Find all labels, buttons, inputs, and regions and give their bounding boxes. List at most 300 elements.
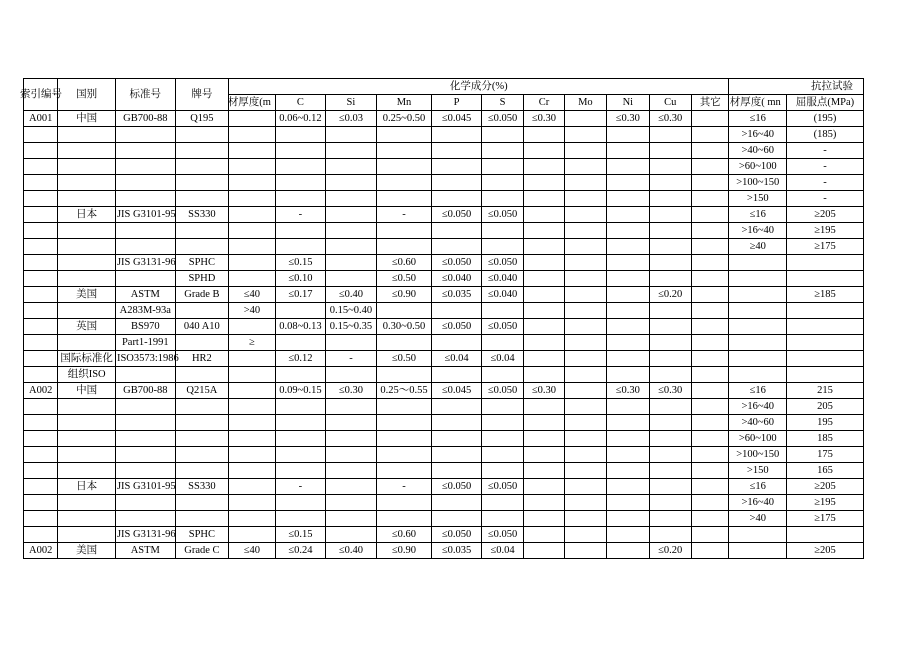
- cell-index-no[interactable]: [24, 447, 58, 463]
- cell-mo[interactable]: [564, 143, 606, 159]
- cell-country[interactable]: 美国: [58, 287, 116, 303]
- cell-p[interactable]: [432, 191, 482, 207]
- cell-index-no[interactable]: [24, 511, 58, 527]
- cell-mn[interactable]: 0.25~0.50: [376, 111, 432, 127]
- cell-grade[interactable]: [175, 175, 229, 191]
- cell-cr[interactable]: [524, 159, 564, 175]
- cell-mo[interactable]: [564, 239, 606, 255]
- cell-mn[interactable]: [376, 399, 432, 415]
- cell-tensile-thickness[interactable]: [729, 287, 787, 303]
- cell-cu[interactable]: [649, 479, 691, 495]
- cell-cr[interactable]: [524, 447, 564, 463]
- cell-yield-point[interactable]: ≥175: [787, 511, 864, 527]
- cell-s[interactable]: [481, 159, 523, 175]
- cell-yield-point[interactable]: [787, 527, 864, 543]
- cell-p[interactable]: ≤0.050: [432, 319, 482, 335]
- cell-standard-no[interactable]: [115, 415, 175, 431]
- header-element-ni[interactable]: Ni: [607, 95, 649, 111]
- cell-yield-point[interactable]: [787, 319, 864, 335]
- cell-p[interactable]: [432, 159, 482, 175]
- cell-cu[interactable]: [649, 207, 691, 223]
- cell-yield-point[interactable]: 175: [787, 447, 864, 463]
- cell-mn[interactable]: [376, 367, 432, 383]
- cell-grade[interactable]: [175, 159, 229, 175]
- cell-yield-point[interactable]: 195: [787, 415, 864, 431]
- cell-cu[interactable]: [649, 319, 691, 335]
- cell-standard-no[interactable]: [115, 495, 175, 511]
- cell-s[interactable]: [481, 303, 523, 319]
- cell-grade[interactable]: [175, 415, 229, 431]
- cell-p[interactable]: [432, 335, 482, 351]
- cell-ni[interactable]: [607, 159, 649, 175]
- cell-p[interactable]: ≤0.045: [432, 111, 482, 127]
- cell-index-no[interactable]: [24, 479, 58, 495]
- cell-ni[interactable]: [607, 127, 649, 143]
- cell-c[interactable]: [275, 303, 326, 319]
- cell-yield-point[interactable]: ≥175: [787, 239, 864, 255]
- cell-yield-point[interactable]: [787, 351, 864, 367]
- cell-si[interactable]: ≤0.03: [326, 111, 377, 127]
- cell-country[interactable]: [58, 127, 116, 143]
- cell-standard-no[interactable]: [115, 175, 175, 191]
- cell-si[interactable]: [326, 495, 377, 511]
- cell-thickness[interactable]: [229, 383, 275, 399]
- cell-other[interactable]: [691, 399, 728, 415]
- cell-s[interactable]: [481, 143, 523, 159]
- cell-standard-no[interactable]: [115, 271, 175, 287]
- cell-country[interactable]: [58, 399, 116, 415]
- cell-ni[interactable]: [607, 527, 649, 543]
- cell-other[interactable]: [691, 511, 728, 527]
- cell-yield-point[interactable]: (195): [787, 111, 864, 127]
- cell-cr[interactable]: [524, 191, 564, 207]
- cell-s[interactable]: [481, 495, 523, 511]
- cell-mo[interactable]: [564, 447, 606, 463]
- cell-p[interactable]: [432, 223, 482, 239]
- cell-s[interactable]: [481, 223, 523, 239]
- cell-country[interactable]: [58, 463, 116, 479]
- cell-other[interactable]: [691, 335, 728, 351]
- cell-c[interactable]: 0.08~0.13: [275, 319, 326, 335]
- cell-thickness[interactable]: [229, 207, 275, 223]
- cell-other[interactable]: [691, 175, 728, 191]
- cell-country[interactable]: [58, 495, 116, 511]
- cell-si[interactable]: [326, 191, 377, 207]
- cell-grade[interactable]: Q195: [175, 111, 229, 127]
- cell-thickness[interactable]: ≤40: [229, 543, 275, 559]
- cell-grade[interactable]: [175, 303, 229, 319]
- cell-cu[interactable]: [649, 399, 691, 415]
- cell-tensile-thickness[interactable]: >60~100: [729, 431, 787, 447]
- cell-si[interactable]: [326, 447, 377, 463]
- cell-yield-point[interactable]: ≥185: [787, 287, 864, 303]
- cell-index-no[interactable]: [24, 431, 58, 447]
- cell-tensile-thickness[interactable]: >16~40: [729, 127, 787, 143]
- cell-ni[interactable]: [607, 479, 649, 495]
- cell-s[interactable]: [481, 447, 523, 463]
- cell-mo[interactable]: [564, 127, 606, 143]
- cell-si[interactable]: 0.15~0.35: [326, 319, 377, 335]
- cell-ni[interactable]: [607, 511, 649, 527]
- cell-c[interactable]: [275, 431, 326, 447]
- cell-index-no[interactable]: A002: [24, 543, 58, 559]
- cell-p[interactable]: ≤0.050: [432, 255, 482, 271]
- cell-ni[interactable]: ≤0.30: [607, 383, 649, 399]
- cell-cu[interactable]: [649, 191, 691, 207]
- cell-thickness[interactable]: ≥: [229, 335, 275, 351]
- cell-country[interactable]: 国际标准化: [58, 351, 116, 367]
- cell-yield-point[interactable]: -: [787, 159, 864, 175]
- cell-si[interactable]: [326, 335, 377, 351]
- cell-c[interactable]: [275, 399, 326, 415]
- cell-mo[interactable]: [564, 527, 606, 543]
- cell-grade[interactable]: SPHD: [175, 271, 229, 287]
- cell-p[interactable]: [432, 495, 482, 511]
- cell-mn[interactable]: ≤0.60: [376, 527, 432, 543]
- cell-grade[interactable]: 040 A10: [175, 319, 229, 335]
- cell-tensile-thickness[interactable]: >40~60: [729, 143, 787, 159]
- cell-yield-point[interactable]: ≥195: [787, 223, 864, 239]
- cell-grade[interactable]: [175, 463, 229, 479]
- cell-s[interactable]: [481, 399, 523, 415]
- cell-mo[interactable]: [564, 367, 606, 383]
- cell-s[interactable]: [481, 127, 523, 143]
- header-grade[interactable]: 牌号: [175, 79, 229, 111]
- cell-tensile-thickness[interactable]: [729, 271, 787, 287]
- cell-other[interactable]: [691, 159, 728, 175]
- cell-cr[interactable]: [524, 415, 564, 431]
- cell-standard-no[interactable]: JIS G3101-95: [115, 207, 175, 223]
- cell-grade[interactable]: Q215A: [175, 383, 229, 399]
- cell-c[interactable]: ≤0.10: [275, 271, 326, 287]
- cell-tensile-thickness[interactable]: >150: [729, 191, 787, 207]
- cell-cr[interactable]: [524, 223, 564, 239]
- cell-other[interactable]: [691, 351, 728, 367]
- cell-cr[interactable]: [524, 127, 564, 143]
- cell-ni[interactable]: [607, 287, 649, 303]
- cell-ni[interactable]: [607, 447, 649, 463]
- cell-c[interactable]: [275, 335, 326, 351]
- cell-mn[interactable]: [376, 415, 432, 431]
- cell-standard-no[interactable]: [115, 223, 175, 239]
- cell-thickness[interactable]: [229, 431, 275, 447]
- cell-p[interactable]: [432, 447, 482, 463]
- cell-index-no[interactable]: [24, 271, 58, 287]
- header-country[interactable]: 国别: [58, 79, 116, 111]
- cell-si[interactable]: [326, 399, 377, 415]
- cell-yield-point[interactable]: (185): [787, 127, 864, 143]
- cell-thickness[interactable]: [229, 415, 275, 431]
- cell-si[interactable]: [326, 463, 377, 479]
- cell-cr[interactable]: [524, 479, 564, 495]
- cell-tensile-thickness[interactable]: >16~40: [729, 495, 787, 511]
- cell-standard-no[interactable]: [115, 399, 175, 415]
- cell-index-no[interactable]: [24, 159, 58, 175]
- cell-cu[interactable]: ≤0.30: [649, 111, 691, 127]
- cell-tensile-thickness[interactable]: ≤16: [729, 207, 787, 223]
- cell-s[interactable]: [481, 431, 523, 447]
- cell-other[interactable]: [691, 415, 728, 431]
- cell-yield-point[interactable]: 215: [787, 383, 864, 399]
- cell-tensile-thickness[interactable]: [729, 527, 787, 543]
- cell-si[interactable]: [326, 271, 377, 287]
- cell-thickness[interactable]: [229, 399, 275, 415]
- cell-cu[interactable]: [649, 239, 691, 255]
- cell-mo[interactable]: [564, 287, 606, 303]
- cell-c[interactable]: ≤0.17: [275, 287, 326, 303]
- cell-ni[interactable]: [607, 463, 649, 479]
- cell-index-no[interactable]: [24, 239, 58, 255]
- cell-p[interactable]: [432, 367, 482, 383]
- cell-s[interactable]: ≤0.050: [481, 479, 523, 495]
- cell-country[interactable]: [58, 527, 116, 543]
- cell-ni[interactable]: [607, 351, 649, 367]
- cell-p[interactable]: [432, 143, 482, 159]
- cell-c[interactable]: [275, 223, 326, 239]
- cell-tensile-thickness[interactable]: [729, 543, 787, 559]
- cell-thickness[interactable]: [229, 271, 275, 287]
- cell-cu[interactable]: ≤0.20: [649, 543, 691, 559]
- cell-si[interactable]: [326, 431, 377, 447]
- cell-index-no[interactable]: [24, 527, 58, 543]
- cell-tensile-thickness[interactable]: >16~40: [729, 399, 787, 415]
- cell-mo[interactable]: [564, 111, 606, 127]
- cell-cu[interactable]: [649, 159, 691, 175]
- cell-index-no[interactable]: [24, 127, 58, 143]
- cell-si[interactable]: [326, 223, 377, 239]
- cell-thickness[interactable]: [229, 479, 275, 495]
- cell-yield-point[interactable]: [787, 271, 864, 287]
- cell-grade[interactable]: SS330: [175, 207, 229, 223]
- cell-country[interactable]: [58, 431, 116, 447]
- cell-ni[interactable]: [607, 255, 649, 271]
- cell-country[interactable]: [58, 191, 116, 207]
- header-element-p[interactable]: P: [432, 95, 482, 111]
- cell-tensile-thickness[interactable]: >60~100: [729, 159, 787, 175]
- cell-other[interactable]: [691, 223, 728, 239]
- cell-si[interactable]: ≤0.40: [326, 543, 377, 559]
- cell-s[interactable]: [481, 191, 523, 207]
- cell-mn[interactable]: [376, 159, 432, 175]
- cell-tensile-thickness[interactable]: >40: [729, 511, 787, 527]
- header-thickness-chem[interactable]: 材厚度(m: [229, 95, 275, 111]
- cell-cr[interactable]: [524, 495, 564, 511]
- cell-tensile-thickness[interactable]: >40~60: [729, 415, 787, 431]
- cell-s[interactable]: ≤0.040: [481, 287, 523, 303]
- cell-mn[interactable]: -: [376, 479, 432, 495]
- cell-standard-no[interactable]: [115, 127, 175, 143]
- cell-other[interactable]: [691, 495, 728, 511]
- cell-mn[interactable]: [376, 463, 432, 479]
- cell-s[interactable]: [481, 511, 523, 527]
- cell-ni[interactable]: [607, 367, 649, 383]
- cell-yield-point[interactable]: ≥205: [787, 207, 864, 223]
- cell-other[interactable]: [691, 287, 728, 303]
- cell-mn[interactable]: ≤0.60: [376, 255, 432, 271]
- cell-cu[interactable]: [649, 143, 691, 159]
- cell-s[interactable]: [481, 335, 523, 351]
- cell-cr[interactable]: [524, 271, 564, 287]
- cell-mn[interactable]: -: [376, 207, 432, 223]
- cell-grade[interactable]: [175, 495, 229, 511]
- cell-index-no[interactable]: [24, 415, 58, 431]
- cell-mn[interactable]: ≤0.90: [376, 287, 432, 303]
- cell-cu[interactable]: [649, 527, 691, 543]
- cell-ni[interactable]: [607, 415, 649, 431]
- cell-s[interactable]: ≤0.050: [481, 207, 523, 223]
- cell-tensile-thickness[interactable]: [729, 335, 787, 351]
- cell-index-no[interactable]: [24, 351, 58, 367]
- cell-index-no[interactable]: [24, 255, 58, 271]
- cell-mo[interactable]: [564, 159, 606, 175]
- cell-standard-no[interactable]: [115, 239, 175, 255]
- cell-standard-no[interactable]: Part1-1991: [115, 335, 175, 351]
- cell-index-no[interactable]: [24, 319, 58, 335]
- cell-standard-no[interactable]: GB700-88: [115, 383, 175, 399]
- cell-c[interactable]: [275, 511, 326, 527]
- cell-thickness[interactable]: [229, 191, 275, 207]
- cell-cu[interactable]: [649, 367, 691, 383]
- cell-cr[interactable]: [524, 287, 564, 303]
- cell-p[interactable]: [432, 303, 482, 319]
- cell-mn[interactable]: [376, 303, 432, 319]
- cell-index-no[interactable]: [24, 495, 58, 511]
- cell-tensile-thickness[interactable]: >150: [729, 463, 787, 479]
- cell-cr[interactable]: [524, 239, 564, 255]
- cell-grade[interactable]: [175, 399, 229, 415]
- cell-ni[interactable]: ≤0.30: [607, 111, 649, 127]
- cell-thickness[interactable]: ≤40: [229, 287, 275, 303]
- cell-ni[interactable]: [607, 239, 649, 255]
- cell-ni[interactable]: [607, 495, 649, 511]
- cell-tensile-thickness[interactable]: [729, 303, 787, 319]
- cell-index-no[interactable]: A001: [24, 111, 58, 127]
- cell-ni[interactable]: [607, 223, 649, 239]
- cell-other[interactable]: [691, 447, 728, 463]
- cell-mo[interactable]: [564, 191, 606, 207]
- cell-index-no[interactable]: [24, 367, 58, 383]
- cell-si[interactable]: [326, 527, 377, 543]
- cell-mn[interactable]: [376, 335, 432, 351]
- cell-country[interactable]: 组织ISO: [58, 367, 116, 383]
- cell-mo[interactable]: [564, 463, 606, 479]
- header-element-mo[interactable]: Mo: [564, 95, 606, 111]
- cell-grade[interactable]: [175, 191, 229, 207]
- cell-cu[interactable]: [649, 447, 691, 463]
- cell-tensile-thickness[interactable]: ≤16: [729, 111, 787, 127]
- cell-grade[interactable]: [175, 431, 229, 447]
- cell-grade[interactable]: [175, 511, 229, 527]
- cell-thickness[interactable]: [229, 127, 275, 143]
- header-tensile-test[interactable]: 抗拉试验: [729, 79, 864, 95]
- cell-grade[interactable]: SPHC: [175, 527, 229, 543]
- cell-thickness[interactable]: [229, 319, 275, 335]
- cell-thickness[interactable]: [229, 527, 275, 543]
- cell-tensile-thickness[interactable]: [729, 351, 787, 367]
- cell-p[interactable]: [432, 431, 482, 447]
- header-standard-no[interactable]: 标准号: [115, 79, 175, 111]
- cell-thickness[interactable]: [229, 255, 275, 271]
- header-index-no[interactable]: 索引编号: [24, 79, 58, 111]
- cell-country[interactable]: [58, 143, 116, 159]
- cell-ni[interactable]: [607, 543, 649, 559]
- cell-thickness[interactable]: [229, 511, 275, 527]
- cell-mn[interactable]: 0.25～0.55: [376, 383, 432, 399]
- cell-thickness[interactable]: [229, 463, 275, 479]
- cell-p[interactable]: [432, 239, 482, 255]
- cell-mn[interactable]: ≤0.90: [376, 543, 432, 559]
- cell-other[interactable]: [691, 191, 728, 207]
- cell-mo[interactable]: [564, 207, 606, 223]
- cell-c[interactable]: [275, 159, 326, 175]
- cell-standard-no[interactable]: [115, 511, 175, 527]
- cell-s[interactable]: [481, 463, 523, 479]
- cell-c[interactable]: [275, 127, 326, 143]
- cell-grade[interactable]: Grade B: [175, 287, 229, 303]
- cell-c[interactable]: ≤0.15: [275, 255, 326, 271]
- cell-mo[interactable]: [564, 175, 606, 191]
- cell-standard-no[interactable]: [115, 431, 175, 447]
- cell-mo[interactable]: [564, 479, 606, 495]
- cell-index-no[interactable]: [24, 223, 58, 239]
- cell-si[interactable]: [326, 415, 377, 431]
- cell-standard-no[interactable]: ASTM: [115, 543, 175, 559]
- cell-yield-point[interactable]: 205: [787, 399, 864, 415]
- cell-grade[interactable]: SS330: [175, 479, 229, 495]
- cell-yield-point[interactable]: 165: [787, 463, 864, 479]
- cell-mn[interactable]: [376, 431, 432, 447]
- cell-cu[interactable]: [649, 303, 691, 319]
- cell-cu[interactable]: [649, 127, 691, 143]
- cell-other[interactable]: [691, 479, 728, 495]
- cell-country[interactable]: [58, 271, 116, 287]
- cell-yield-point[interactable]: [787, 255, 864, 271]
- cell-p[interactable]: ≤0.045: [432, 383, 482, 399]
- cell-cr[interactable]: ≤0.30: [524, 111, 564, 127]
- cell-mo[interactable]: [564, 511, 606, 527]
- cell-country[interactable]: [58, 447, 116, 463]
- cell-cr[interactable]: [524, 399, 564, 415]
- cell-standard-no[interactable]: [115, 191, 175, 207]
- cell-ni[interactable]: [607, 271, 649, 287]
- cell-mn[interactable]: [376, 223, 432, 239]
- cell-index-no[interactable]: [24, 335, 58, 351]
- cell-cr[interactable]: [524, 207, 564, 223]
- cell-cr[interactable]: [524, 143, 564, 159]
- cell-si[interactable]: ≤0.30: [326, 383, 377, 399]
- cell-other[interactable]: [691, 255, 728, 271]
- cell-index-no[interactable]: [24, 399, 58, 415]
- cell-grade[interactable]: SPHC: [175, 255, 229, 271]
- cell-cu[interactable]: ≤0.30: [649, 383, 691, 399]
- cell-s[interactable]: ≤0.050: [481, 527, 523, 543]
- cell-tensile-thickness[interactable]: ≥40: [729, 239, 787, 255]
- cell-cr[interactable]: [524, 463, 564, 479]
- cell-cr[interactable]: [524, 335, 564, 351]
- cell-grade[interactable]: [175, 127, 229, 143]
- cell-index-no[interactable]: [24, 463, 58, 479]
- cell-cr[interactable]: [524, 255, 564, 271]
- cell-thickness[interactable]: [229, 239, 275, 255]
- cell-index-no[interactable]: [24, 207, 58, 223]
- cell-si[interactable]: [326, 207, 377, 223]
- cell-country[interactable]: [58, 303, 116, 319]
- cell-mo[interactable]: [564, 415, 606, 431]
- cell-other[interactable]: [691, 383, 728, 399]
- cell-tensile-thickness[interactable]: [729, 319, 787, 335]
- cell-standard-no[interactable]: [115, 367, 175, 383]
- cell-cu[interactable]: [649, 431, 691, 447]
